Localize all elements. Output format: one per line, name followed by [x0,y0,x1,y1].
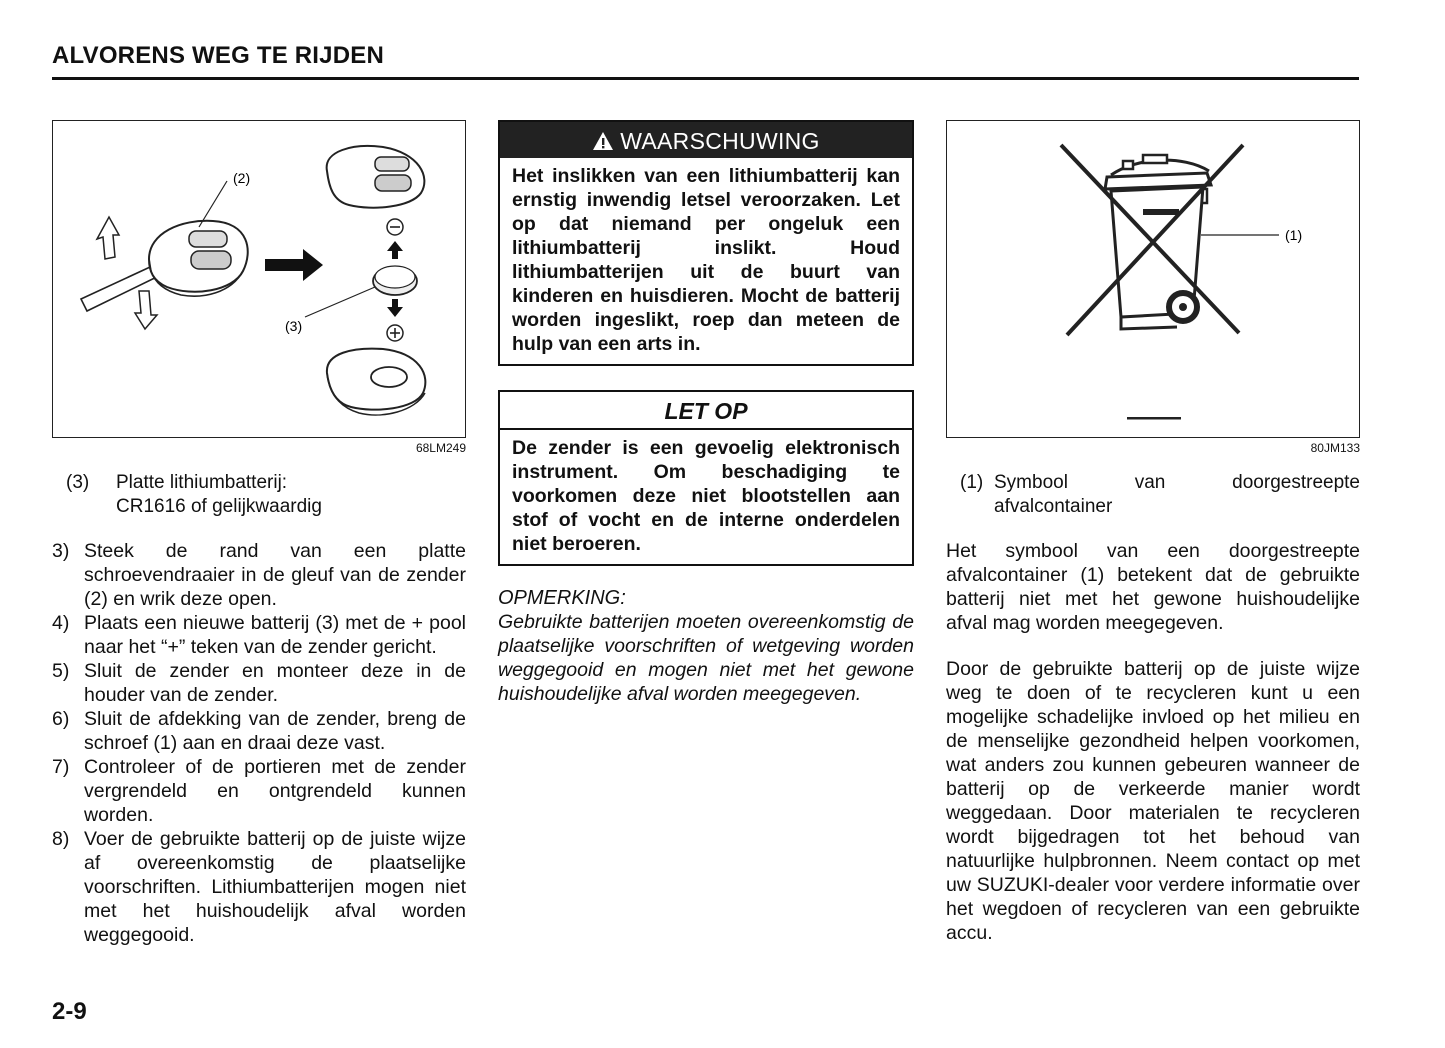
middle-column [498,120,914,706]
step-item [52,611,466,659]
key-fob-icon [149,181,248,296]
step-number: 6) [52,708,70,730]
warning-box [498,120,914,366]
caption-text: Symbool van doorgestreepte afvalcontainer [994,472,1360,517]
caption-label: (1) [960,472,984,493]
caution-text: De zender is een gevoelig elektronisch instrument. Om beschadiging te voorkomen deze niet blootstellen aan stof of vocht en de interne onderdelen niet beroeren. [512,437,900,555]
caption-line-2: CR1616 of gelijkwaardig [116,496,322,517]
note-title: OPMERKING: [498,587,626,609]
crossed-out-wheelie-bin-icon [947,121,1359,437]
arrow-up-icon [387,241,403,259]
fob-top-shell-icon [327,146,425,208]
warning-text: Het inslikken van een lithiumbatterij kan ernstig inwendig letsel veroorzaken. Let op dat niemand per ongeluk een lithiumbatterij inslikt. Houd lithiumbatterijen uit de buurt van kinderen en huisdieren. Mocht de batterij worden ingeslikt, roep dan meteen de hulp van een arts in. [512,165,900,355]
left-column [52,120,466,947]
caption-line-1: Platte lithiumbatterij: [116,472,288,493]
callout-1: (1) [1285,227,1303,243]
warning-title: WAARSCHUWING [620,128,820,154]
warning-triangle-icon [592,131,614,151]
fob-bottom-shell-icon [327,349,425,415]
page-header: ALVORENS WEG TE RIJDEN [52,42,384,69]
figure-caption [52,471,466,519]
battery-replacement-figure [52,120,466,438]
right-column [946,120,1360,945]
caption-text [116,471,466,519]
arrow-down-icon [387,299,403,317]
page-number: 2-9 [52,998,87,1025]
figure-code: 68LM249 [415,441,466,455]
step-item [52,539,466,611]
callout-2: (2) [233,170,251,186]
caution-title: LET OP [500,392,912,430]
step-number: 8) [52,828,70,850]
step-number: 4) [52,612,70,634]
step-text: Plaats een nieuwe batterij (3) met de + pool naar het “+” teken van de zender gericht. [84,612,466,658]
step-text: Sluit de zender en monteer deze in de houder van de zender. [84,660,466,706]
figure-code: 80JM133 [1310,441,1360,455]
step-text: Controleer of de portieren met de zender vergrendeld en ontgrendeld kunnen worden. [84,756,466,826]
step-item [52,755,466,827]
step-item [52,707,466,755]
step-number: 7) [52,756,70,778]
disposal-symbol-figure [946,120,1360,438]
step-number: 5) [52,660,70,682]
minus-sign-icon [387,219,403,235]
paragraph: Door de gebruikte batterij op de juiste wijze weg te doen of te recycleren kunt u een mogelijke schadelijke invloed op het milieu en de menselijke gezondheid helpen voorkomen, wat anders zou kunnen gebeuren wanneer de batterij op de verkeerde manier wordt weggedaan. Door materialen te recycleren wordt bijgedragen tot het behoud van natuurlijke hulpbronnen. Neem contact op met uw SUZUKI-dealer voor verdere informatie over het wegdoen of recycleren van een gebruikte accu. [946,658,1360,944]
caption-label: (3) [66,472,90,493]
warning-header [500,122,912,158]
step-text: Voer de gebruikte batterij op de juiste wijze af overeenkomstig de plaatselijke voorschriften. Lithiumbatterijen mogen niet met het huishoudelijk afval worden weggegooid. [84,828,466,946]
header-rule [52,77,1359,80]
arrow-right-icon [265,249,323,281]
step-item [52,659,466,707]
step-item [52,827,466,947]
plus-sign-icon [387,325,403,341]
callout-3: (3) [285,318,303,334]
step-text: Steek de rand van een platte schroevendraaier in de gleuf van de zender (2) en wrik deze open. [84,540,466,610]
procedure-steps [52,539,466,947]
battery-replacement-illustration [53,121,465,437]
note-text: Gebruikte batterijen moeten overeenkomstig de plaatselijke voorschriften of wetgeving worden weggegooid en mogen niet met het gewone huishoudelijke afval worden meegegeven. [498,611,914,705]
step-number: 3) [52,540,70,562]
caution-box [498,390,914,566]
paragraph: Het symbool van een doorgestreepte afvalcontainer (1) betekent dat de gebruikte batterij niet met het gewone huishoudelijke afval mag worden meegegeven. [946,540,1360,634]
figure-caption [946,471,1360,519]
step-text: Sluit de afdekking van de zender, breng de schroef (1) aan en draai deze vast. [84,708,466,754]
